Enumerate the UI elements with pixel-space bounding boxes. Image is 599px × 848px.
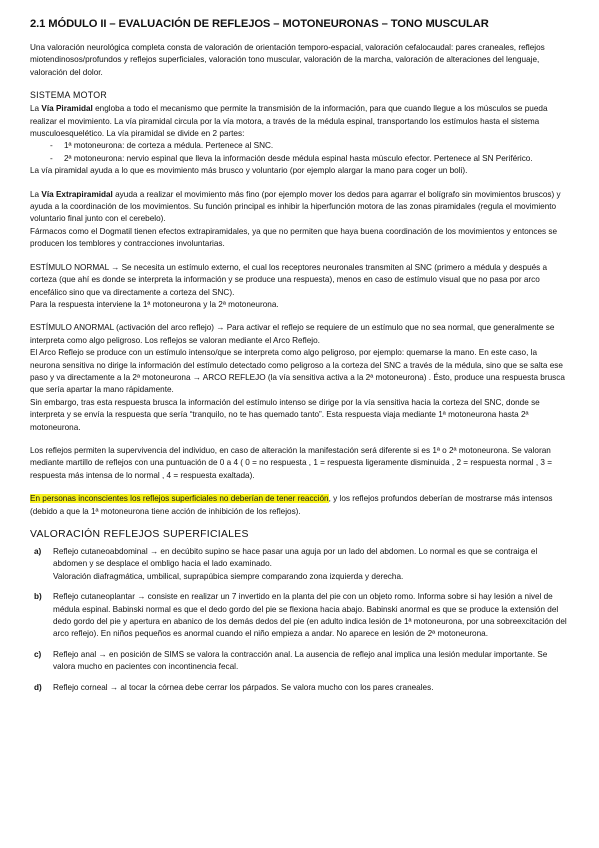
section-heading-sistema-motor: SISTEMA MOTOR [30, 90, 108, 101]
section-heading-valoracion: VALORACIÓN REFLEJOS SUPERFICIALES [30, 529, 249, 540]
inconscientes-paragraph: En personas inconscientes los reflejos superficiales no deberían de tener reacción, y los reflejos profundos deberían de mostrarse más intensos (debido a que la 1ª motoneurona tiene acción de inhibición de los reflejos). [30, 494, 553, 516]
list-marker: b) [34, 592, 42, 602]
piramidal-term: Vía Piramidal [41, 104, 93, 114]
estimulo-normal-paragraph: ESTÍMULO NORMAL → Se necesita un estímulo externo, el cual los receptores neuronales transmiten al SNC (primero a médula y después a corteza (que ahí es donde se interpreta la información y se produce una respuesta), menos en caso de estímulo visual que no pasa por arco encefálico sino que va directamente a corteza del SNC). [30, 262, 548, 297]
intro-paragraph: Una valoración neurológica completa consta de valoración de orientación temporo-espacial, valoración cefalocaudal: pares craneales, reflejos miotendinosos/profundos y reflejos superficiales, valoración tono muscular, valoración de la marcha, valoración de alteraciones del lenguaje, valoración del dolor. [30, 43, 545, 77]
list-marker: a) [34, 547, 42, 556]
list-item: - 1ª motoneurona: de corteza a médula. Pertenece al SNC. [50, 141, 274, 151]
piramidal-after-paragraph: La vía piramidal ayuda a lo que es movimiento más brusco y voluntario (por ejemplo alargar la mano para coger un boli). [30, 166, 468, 176]
estimulo-anormal-paragraph: ESTÍMULO ANORMAL (activación del arco reflejo) → Para activar el reflejo se requiere de un estímulo que no sea normal, que generalmente se interpreta como algo peligroso. Los reflejos se valoran mediante el Arco Reflejo. [30, 323, 555, 345]
farmacos-paragraph: Fármacos como el Dogmatil tienen efectos extrapiramidales, ya que no permiten que haya buena coordinación de los movimientos y entonces se producen los temblores y contracciones involuntarias. [30, 226, 558, 249]
list-item: c) Reflejo anal → en posición de SIMS se valora la contracción anal. La ausencia de reflejo anal implica una lesión medular importante. Se valora mucho en pacientes con incontinencia fecal. [34, 649, 548, 672]
list-item: b) Reflejo cutaneoplantar → consiste en realizar un 7 invertido en la planta del pie con un objeto romo. Informa sobre si hay lesión a nivel de médula espinal. Babinski normal es que el dedo gordo del pie se flexiona hacia abajo. Babinski anormal es que se produce la extensión del dedo gordo del pie y apertura en abanico de los demás dedos del pie (en adulto indica lesión de 1ª motoneurona, por una sobreexcitación del arco reflejo). En niños pequeños es anormal cuando el niño empieza a andar. No aparece en lesión de 2ª motoneurona. [34, 592, 567, 639]
document-title: 2.1 MÓDULO II – EVALUACIÓN DE REFLEJOS – MOTONEURONAS – TONO MUSCULAR [30, 18, 489, 30]
list-item: - 2ª motoneurona: nervio espinal que lleva la información desde médula espinal hasta músculo efector. Pertenece al SN Periférico. [50, 153, 533, 163]
list-marker: d) [34, 682, 42, 692]
motoneurona-list [30, 140, 569, 165]
extrapiramidal-term: Vía Extrapiramidal [41, 189, 113, 199]
arco-reflejo-paragraph: El Arco Reflejo se produce con un estímulo intenso/que se interpreta como algo peligroso, por ejemplo: quemarse la mano. En este caso, la neurona sensitiva no dirige la información del estímulo detectado como peligroso a la corteza del SNC a través de la médula, sino que se salta ese paso y va directamente a la 2ª motoneurona → ARCO REFLEJO (la vía sensitiva activa a la 2ª motoneurona) . Ésto, produce una respuesta brusca que sería apartar la mano rápidamente. [30, 348, 565, 395]
valoracion-list [30, 546, 569, 694]
highlighted-text: En personas inconscientes los reflejos superficiales no deberían de tener reacción [30, 494, 329, 504]
estimulo-normal-extra: Para la respuesta interviene la 1ª motoneurona y la 2ª motoneurona. [30, 299, 279, 309]
extrapiramidal-paragraph: La Vía Extrapiramidal ayuda a realizar el movimiento más fino (por ejemplo mover los dedos para agarrar el bolígrafo sin movimientos bruscos) y ayuda a la coordinación de los movimientos. Su función principal es inhibir la hiperfunción motora de las zonas piramidales (regula el movimiento voluntario final junto con el cerebelo). [30, 189, 561, 224]
list-marker: c) [34, 649, 42, 659]
list-item: d) Reflejo corneal → al tocar la córnea debe cerrar los párpados. Se valora mucho con los pares craneales. [30, 682, 569, 694]
piramidal-paragraph: La Vía Piramidal engloba a todo el mecanismo que permite la transmisión de la información, para que cuando llegue a los músculos se pueda realizar el movimiento. La vía piramidal circula por la vía motora, a través de la médula espinal, transportando los estímulos hasta el sistema musculoesquelético. La vía piramidal se divide en 2 partes: [30, 104, 548, 139]
arco-reflejo-followup-paragraph: Sin embargo, tras esta respuesta brusca la información del estímulo intenso se dirige por la vía sensitiva hacia la corteza del SNC, donde se interpreta y se envía la respuesta que sería “tranquilo, no te has quemado tanto”. Esta respuesta viaja mediante 1ª motoneurona hasta 2ª motoneurona. [30, 397, 540, 432]
list-item: a) Reflejo cutaneoabdominal → en decúbito supino se hace pasar una aguja por un lado del abdomen. Lo normal es que se contraiga el abdomen y se desplace el ombligo hacia el lado examinado. Valoración diafragmática, umbilical, suprapúbica siempre comparando zona izquierda y derecha. [34, 547, 538, 581]
reflejos-paragraph: Los reflejos permiten la supervivencia del individuo, en caso de alteración la manifestación será diferente si es 1ª o 2ª motoneurona. Se valoran mediante martillo de reflejos con una puntuación de 0 a 4 ( 0 = no respuesta , 1 = respuesta ligeramente disminuida , 2 = respuesta normal , 3 = respuesta más intensa de lo normal , 4 = respuesta exaltada). [30, 445, 553, 480]
